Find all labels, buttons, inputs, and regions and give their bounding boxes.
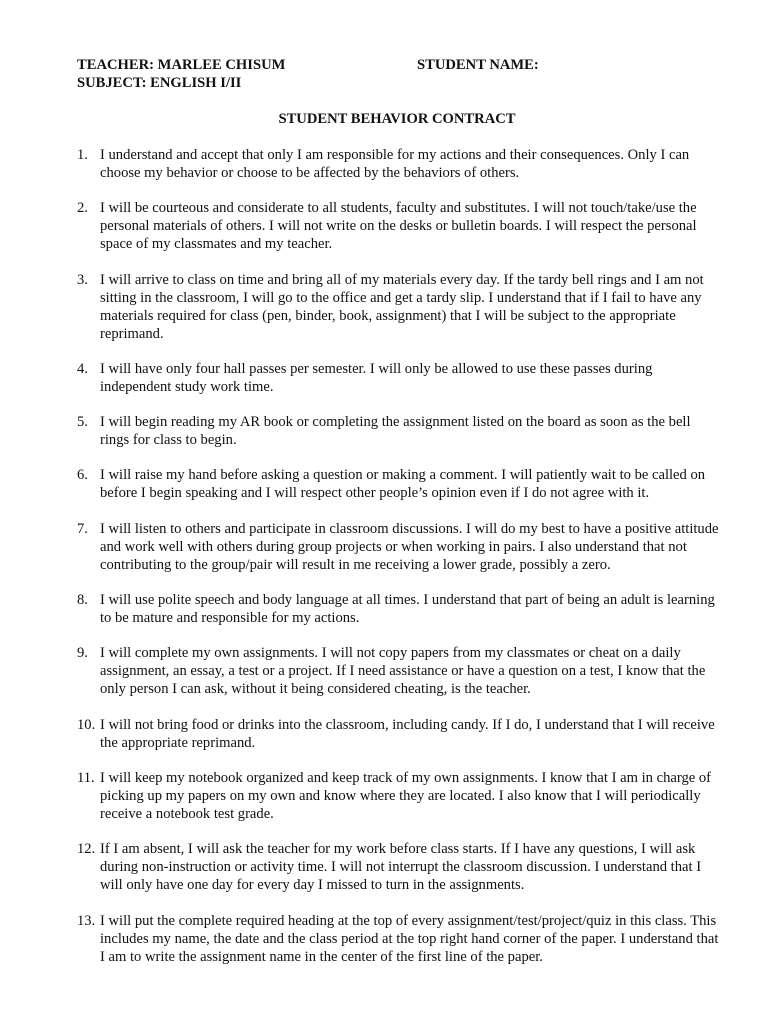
rule-number: 11. — [77, 769, 95, 786]
rule-number: 10. — [77, 716, 96, 733]
rule-item-2 — [77, 199, 719, 253]
rule-number: 4. — [77, 360, 88, 377]
rule-number: 2. — [77, 200, 88, 217]
rule-number: 13. — [77, 912, 96, 929]
rule-text: I will arrive to class on time and bring all of my materials every day. If the tardy bell rings and I am not sitting in the classroom, I will go to the office and get a tardy slip. I understand that if I fail to have any materials required for class (pen, binder, book, assignment) that I will be subject to the appropriate reprimand. — [100, 271, 704, 342]
rule-item-11 — [77, 769, 719, 823]
rule-number: 6. — [77, 467, 88, 484]
rule-text: I will raise my hand before asking a question or making a comment. I will patiently wait to be called on before I begin speaking and I will respect other people’s opinion even if I do not agree with it. — [100, 467, 706, 502]
teacher-label: TEACHER: MARLEE CHISUM — [77, 57, 286, 73]
rule-item-7 — [77, 520, 719, 574]
header-row-subject — [77, 74, 717, 92]
subject-label: SUBJECT: ENGLISH I/II — [77, 75, 242, 91]
rule-item-4 — [77, 360, 719, 396]
rule-number: 8. — [77, 592, 88, 609]
rule-text: If I am absent, I will ask the teacher for my work before class starts. If I have any questions, I will ask during non-instruction or activity time. I will not interrupt the classroom discussion. I understand that I will only have one day for every day I missed to turn in the assignments. — [100, 841, 702, 894]
document-title: STUDENT BEHAVIOR CONTRACT — [278, 111, 516, 127]
rule-item-5 — [77, 413, 719, 449]
rule-text: I will be courteous and considerate to all students, faculty and substitutes. I will not touch/take/use the personal materials of others. I will not write on the desks or bulletin boards. I will respect the personal space of my classmates and my teacher. — [100, 200, 697, 253]
rule-number: 5. — [77, 414, 88, 431]
rule-number: 7. — [77, 520, 88, 537]
rule-item-13 — [77, 912, 719, 966]
rule-number: 3. — [77, 271, 88, 288]
rule-number: 12. — [77, 841, 96, 858]
rule-item-8 — [77, 591, 719, 627]
rule-text: I will complete my own assignments. I will not copy papers from my classmates or cheat on a daily assignment, an essay, a test or a project. If I need assistance or have a question on a test, I know that the only person I can ask, without it being considered cheating, is the teacher. — [100, 645, 706, 698]
rule-item-10 — [77, 716, 719, 752]
rule-text: I will begin reading my AR book or completing the assignment listed on the board as soon as the bell rings for class to begin. — [100, 414, 691, 449]
rule-item-12 — [77, 840, 719, 894]
rule-text: I understand and accept that only I am responsible for my actions and their consequences. Only I can choose my behavior or choose to be affected by the behaviors of others. — [100, 147, 690, 181]
rule-item-1 — [77, 146, 719, 182]
rule-item-3 — [77, 271, 719, 343]
rule-text: I will keep my notebook organized and keep track of my own assignments. I know that I am in charge of picking up my papers on my own and know where they are located. I also know that I will periodically receive a notebook test grade. — [100, 769, 712, 822]
student-name-label: STUDENT NAME: — [417, 57, 539, 73]
rule-item-6 — [77, 466, 719, 502]
rule-text: I will not bring food or drinks into the classroom, including candy. If I do, I understand that I will receive the appropriate reprimand. — [100, 716, 715, 751]
rule-item-9 — [77, 644, 719, 698]
rule-text: I will put the complete required heading at the top of every assignment/test/project/quiz in this class. This includes my name, the date and the class period at the top right hand corner of the paper. I understand that I am to write the assignment name in the center of the first line of the paper. — [100, 912, 719, 965]
rule-text: I will have only four hall passes per semester. I will only be allowed to use these passes during independent study work time. — [100, 360, 653, 395]
document-header — [77, 56, 717, 92]
header-row-teacher — [77, 56, 717, 74]
rule-text: I will listen to others and participate in classroom discussions. I will do my best to have a positive attitude and work well with others during group projects or when working in pairs. I also understand that not contributing to the group/pair will result in me receiving a lower grade, possibly a zero. — [100, 520, 719, 573]
rule-number: 1. — [77, 147, 88, 163]
rules-list — [77, 146, 719, 983]
rule-text: I will use polite speech and body language at all times. I understand that part of being an adult is learning to be mature and responsible for my actions. — [100, 592, 715, 627]
rule-number: 9. — [77, 645, 88, 662]
